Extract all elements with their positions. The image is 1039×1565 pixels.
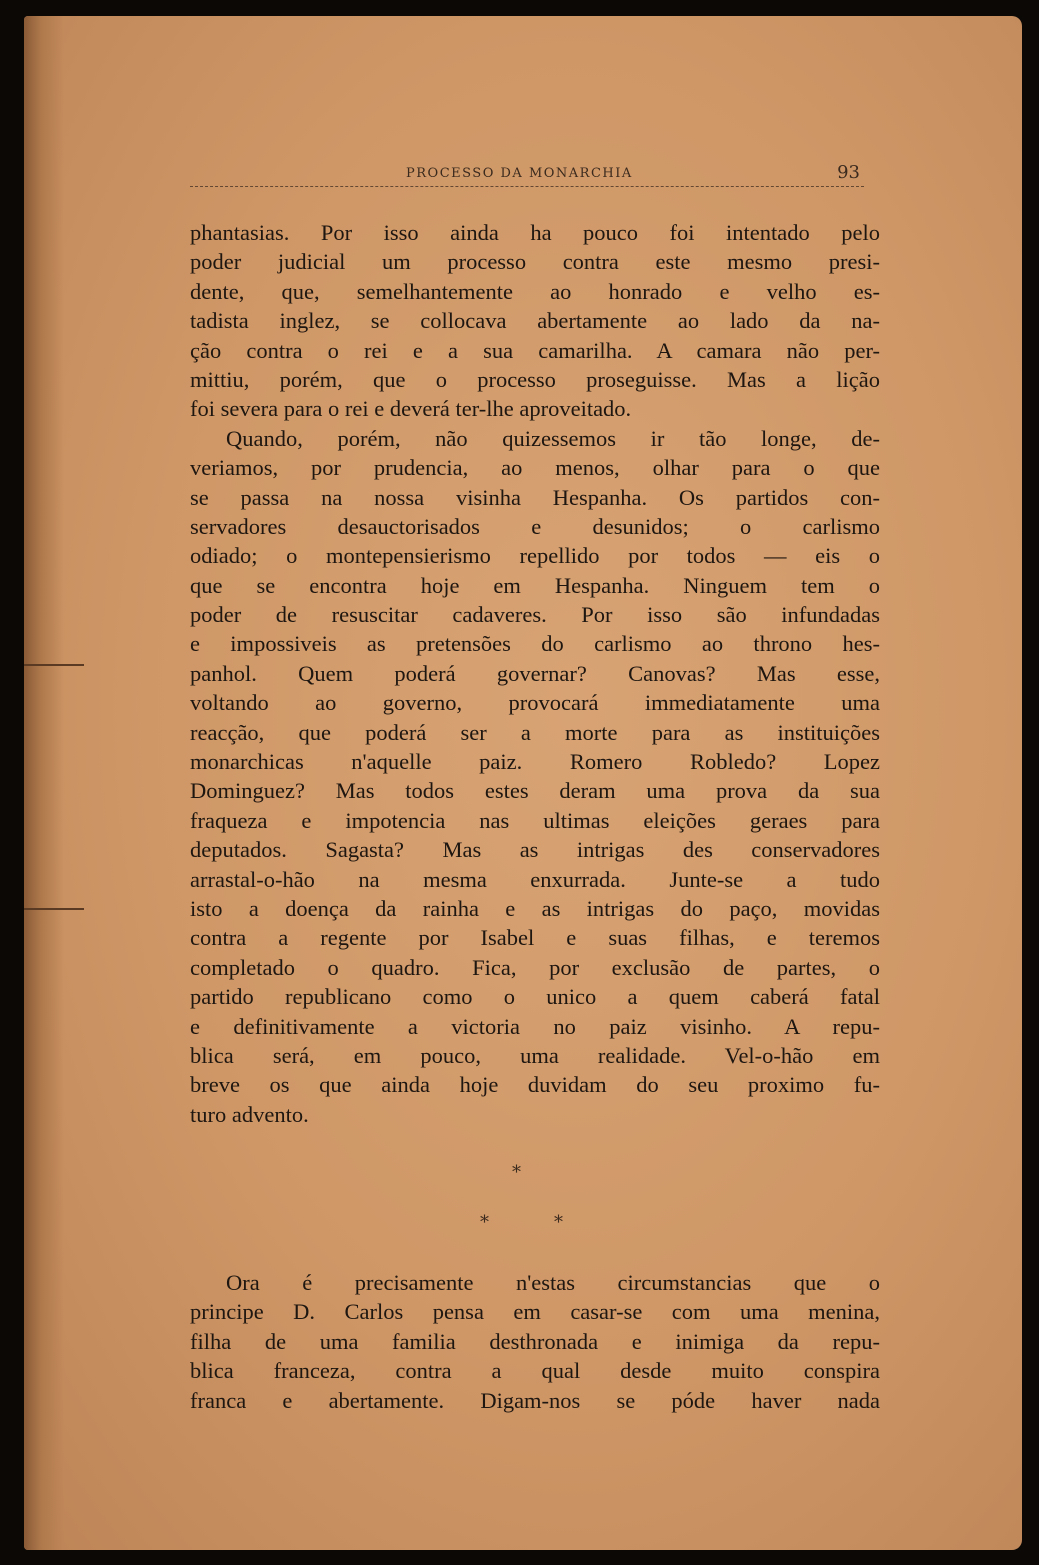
- text-line: veriamos, por prudencia, ao menos, olhar para o que: [190, 455, 880, 481]
- main-text: [190, 218, 880, 1129]
- text-line: Dominguez? Mas todos estes deram uma prova da sua: [190, 778, 880, 804]
- text-line: breve os que ainda hoje duvidam do seu proximo fu-: [190, 1072, 880, 1098]
- section-separator-star: *: [512, 1162, 521, 1183]
- text-line: se passa na nossa visinha Hespanha. Os partidos con-: [190, 484, 880, 510]
- text-line: completado o quadro. Fica, por exclusão de partes, o: [190, 954, 880, 980]
- text-line: poder judicial um processo contra este mesmo presi-: [190, 249, 880, 275]
- text-line: ção contra o rei e a sua camarilha. A camara não per-: [190, 337, 880, 363]
- text-line: foi severa para o rei e deverá ter-lhe aproveitado.: [190, 396, 632, 422]
- page-number: 93: [837, 162, 860, 183]
- text-line: dente, que, semelhantemente ao honrado e velho es-: [190, 278, 880, 304]
- text-line: e definitivamente a victoria no paiz visinho. A repu-: [190, 1013, 880, 1039]
- text-line: panhol. Quem poderá governar? Canovas? Mas esse,: [190, 660, 880, 686]
- text-line: partido republicano como o unico a quem caberá fatal: [190, 984, 880, 1010]
- paragraph-1: [190, 218, 880, 424]
- running-title: PROCESSO DA MONARCHIA: [406, 166, 633, 181]
- text-line: Quando, porém, não quizessemos ir tão longe, de-: [226, 425, 880, 451]
- text-line: e impossiveis as pretensões do carlismo ao throno hes-: [190, 631, 880, 657]
- paragraph-3: [190, 1268, 880, 1415]
- text-line: mittiu, porém, que o processo proseguisse. Mas a lição: [190, 366, 880, 392]
- header-rule: [190, 186, 864, 187]
- text-line: filha de uma familia desthronada e inimiga da repu-: [190, 1328, 880, 1354]
- text-line: poder de resuscitar cadaveres. Por isso são infundadas: [190, 602, 880, 628]
- text-line: principe D. Carlos pensa em casar-se com uma menina,: [190, 1299, 880, 1325]
- page-tear-mark: [24, 664, 84, 666]
- text-line: que se encontra hoje em Hespanha. Ninguem tem o: [190, 572, 880, 598]
- text-line: blica será, em pouco, uma realidade. Vel-o-hão em: [190, 1042, 880, 1068]
- text-line: voltando ao governo, provocará immediatamente uma: [190, 690, 880, 716]
- text-line: reacção, que poderá ser a morte para as instituições: [190, 719, 880, 745]
- page-tear-mark: [24, 908, 84, 910]
- text-line: tadista inglez, se collocava abertamente ao lado da na-: [190, 308, 880, 334]
- section-separator-star: *: [480, 1212, 489, 1233]
- page-gutter: [24, 16, 64, 1550]
- text-line: monarchicas n'aquelle paiz. Romero Robledo? Lopez: [190, 749, 880, 775]
- text-line: phantasias. Por isso ainda ha pouco foi intentado pelo: [190, 220, 880, 245]
- text-line: arrastal-o-hão na mesma enxurrada. Junte-se a tudo: [190, 866, 880, 892]
- section-separator-star: *: [554, 1212, 563, 1233]
- text-line: servadores desauctorisados e desunidos; o carlismo: [190, 513, 880, 539]
- text-line: isto a doença da rainha e as intrigas do paço, movidas: [190, 895, 880, 921]
- text-line: Ora é precisamente n'estas circumstancias que o: [226, 1270, 880, 1295]
- text-line: odiado; o montepensierismo repellido por todos — eis o: [190, 543, 880, 569]
- book-page: [24, 16, 1022, 1550]
- text-line: deputados. Sagasta? Mas as intrigas des conservadores: [190, 837, 880, 863]
- text-line: franca e abertamente. Digam-nos se póde haver nada: [190, 1387, 880, 1413]
- text-line: fraqueza e impotencia nas ultimas eleições geraes para: [190, 807, 880, 833]
- text-line: blica franceza, contra a qual desde muito conspira: [190, 1358, 880, 1384]
- paragraph-2: [190, 424, 880, 1129]
- text-line: contra a regente por Isabel e suas filhas, e teremos: [190, 925, 880, 951]
- text-line: turo advento.: [190, 1101, 309, 1127]
